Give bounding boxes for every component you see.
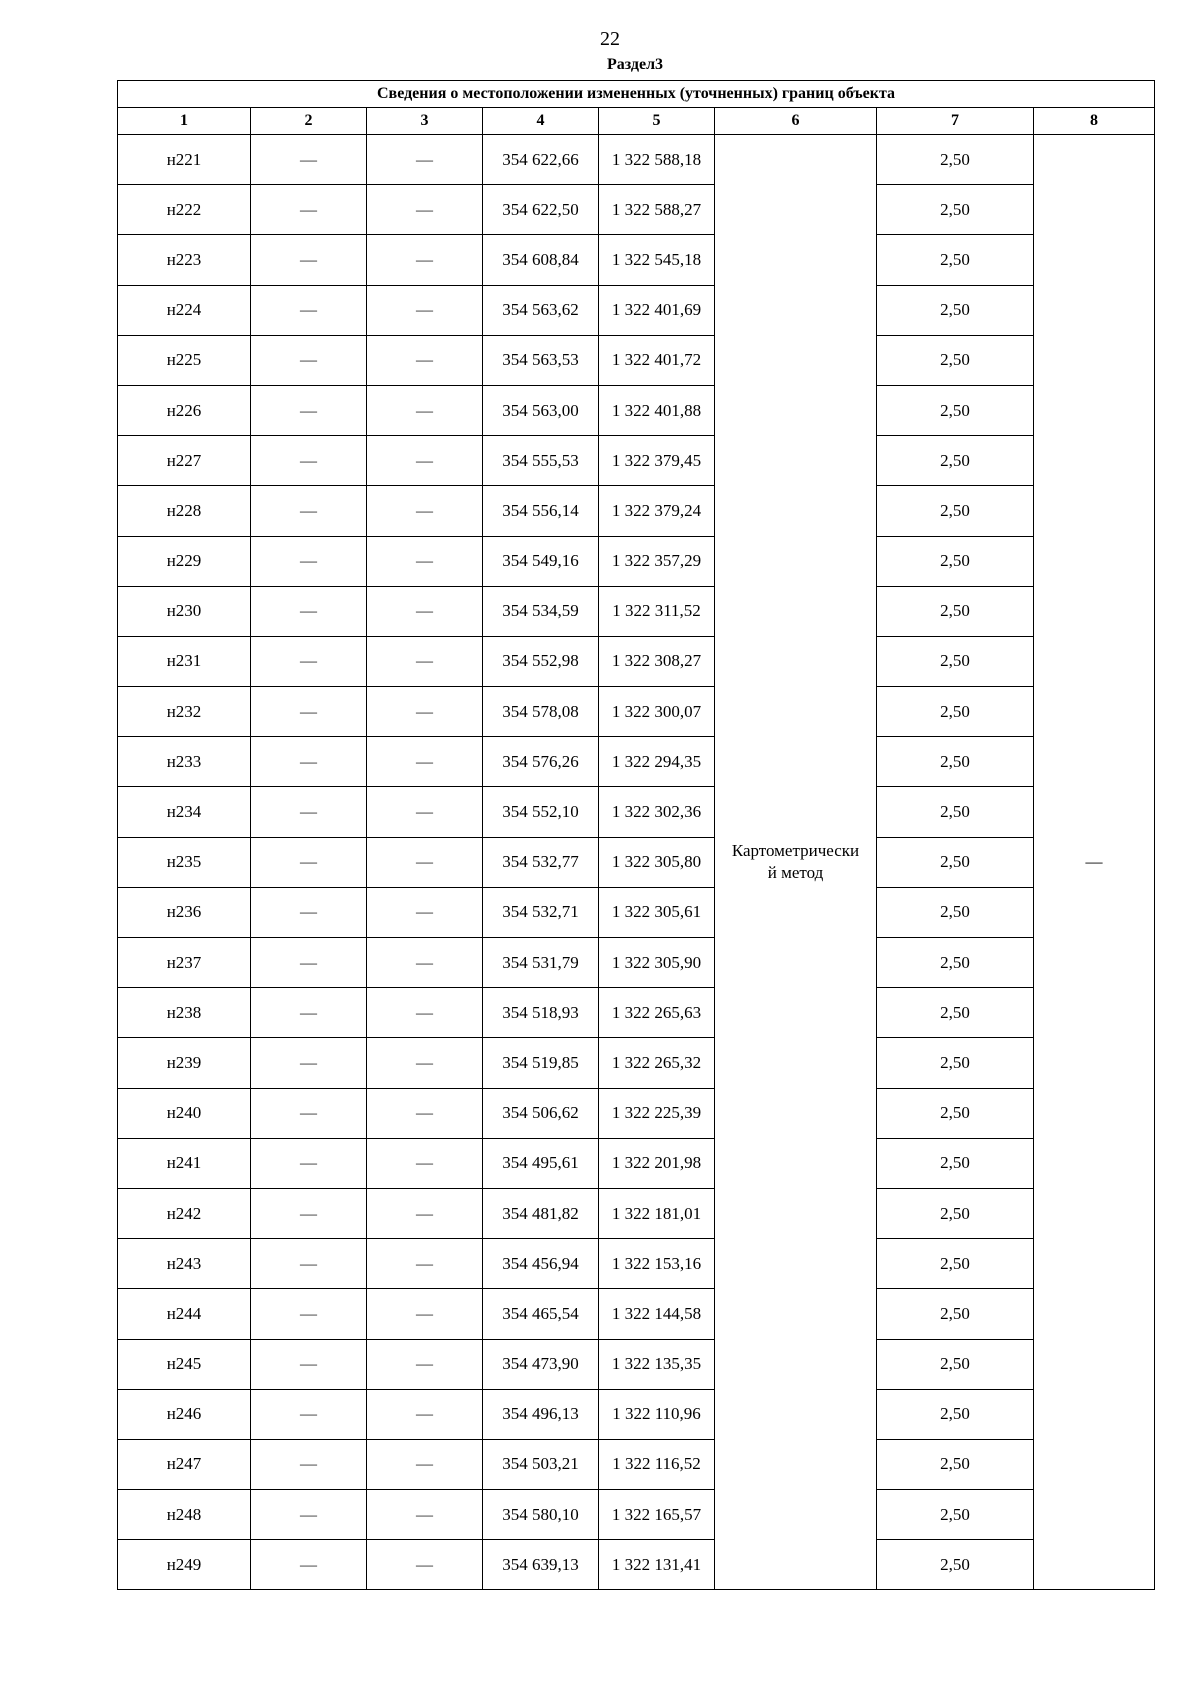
point-name-cell: н239 [118, 1038, 251, 1088]
coordinate-y-cell: 1 322 265,63 [599, 988, 715, 1038]
accuracy-cell: 2,50 [877, 1339, 1034, 1389]
column-3-cell: — [367, 536, 483, 586]
column-3-cell: — [367, 1339, 483, 1389]
coordinate-x-cell: 354 563,00 [483, 385, 599, 435]
coordinate-x-cell: 354 531,79 [483, 938, 599, 988]
table-row [118, 536, 1155, 586]
coordinate-y-cell: 1 322 305,80 [599, 837, 715, 887]
coordinate-x-cell: 354 456,94 [483, 1239, 599, 1289]
table-body [118, 135, 1155, 1590]
point-name-cell: н223 [118, 235, 251, 285]
table-row [118, 1490, 1155, 1540]
point-name-cell: н227 [118, 436, 251, 486]
column-2-cell: — [251, 1439, 367, 1489]
column-2-cell: — [251, 636, 367, 686]
coordinate-y-cell: 1 322 300,07 [599, 687, 715, 737]
coordinate-y-cell: 1 322 294,35 [599, 737, 715, 787]
accuracy-cell: 2,50 [877, 185, 1034, 235]
column-number-row [118, 108, 1155, 135]
column-3-cell: — [367, 1289, 483, 1339]
point-name-cell: н242 [118, 1188, 251, 1238]
coordinate-y-cell: 1 322 131,41 [599, 1540, 715, 1590]
point-name-cell: н221 [118, 135, 251, 185]
accuracy-cell: 2,50 [877, 135, 1034, 185]
coordinate-y-cell: 1 322 308,27 [599, 636, 715, 686]
column-2-cell: — [251, 1038, 367, 1088]
column-2-cell: — [251, 536, 367, 586]
column-2-cell: — [251, 887, 367, 937]
column-3-cell: — [367, 1239, 483, 1289]
point-name-cell: н222 [118, 185, 251, 235]
column-2-cell: — [251, 1188, 367, 1238]
column-3-cell: — [367, 385, 483, 435]
point-name-cell: н243 [118, 1239, 251, 1289]
coordinate-y-cell: 1 322 144,58 [599, 1289, 715, 1339]
table-row [118, 135, 1155, 185]
table-row [118, 687, 1155, 737]
column-3-cell: — [367, 1138, 483, 1188]
coordinate-x-cell: 354 555,53 [483, 436, 599, 486]
page-number: 22 [600, 28, 620, 50]
coordinate-x-cell: 354 473,90 [483, 1339, 599, 1389]
column-3-cell: — [367, 185, 483, 235]
column-3-cell: — [367, 1038, 483, 1088]
coordinate-y-cell: 1 322 401,72 [599, 335, 715, 385]
column-2-cell: — [251, 385, 367, 435]
coordinate-x-cell: 354 518,93 [483, 988, 599, 1038]
column-3-cell: — [367, 436, 483, 486]
column-3-cell: — [367, 285, 483, 335]
column-3-cell: — [367, 1088, 483, 1138]
coordinate-y-cell: 1 322 588,18 [599, 135, 715, 185]
table-row [118, 1540, 1155, 1590]
coordinate-x-cell: 354 556,14 [483, 486, 599, 536]
table-row [118, 737, 1155, 787]
point-name-cell: н237 [118, 938, 251, 988]
column-3-cell: — [367, 486, 483, 536]
column-3-cell: — [367, 335, 483, 385]
column-3-cell: — [367, 1439, 483, 1489]
accuracy-cell: 2,50 [877, 335, 1034, 385]
coordinate-x-cell: 354 563,53 [483, 335, 599, 385]
accuracy-cell: 2,50 [877, 737, 1034, 787]
point-name-cell: н247 [118, 1439, 251, 1489]
coordinate-y-cell: 1 322 225,39 [599, 1088, 715, 1138]
coordinate-x-cell: 354 532,71 [483, 887, 599, 937]
coordinate-y-cell: 1 322 401,88 [599, 385, 715, 435]
accuracy-cell: 2,50 [877, 1239, 1034, 1289]
method-text-line-2: й метод [767, 863, 824, 883]
point-name-cell: н235 [118, 837, 251, 887]
method-text-line-1: Картометрически [731, 841, 860, 861]
accuracy-cell: 2,50 [877, 586, 1034, 636]
coordinate-y-cell: 1 322 545,18 [599, 235, 715, 285]
accuracy-cell: 2,50 [877, 938, 1034, 988]
point-name-cell: н226 [118, 385, 251, 435]
accuracy-cell: 2,50 [877, 1490, 1034, 1540]
coordinate-y-cell: 1 322 153,16 [599, 1239, 715, 1289]
table-row [118, 787, 1155, 837]
coordinate-x-cell: 354 563,62 [483, 285, 599, 335]
coordinate-y-cell: 1 322 302,36 [599, 787, 715, 837]
coordinate-x-cell: 354 506,62 [483, 1088, 599, 1138]
point-name-cell: н225 [118, 335, 251, 385]
coordinate-x-cell: 354 481,82 [483, 1188, 599, 1238]
point-name-cell: н229 [118, 536, 251, 586]
column-3-cell: — [367, 988, 483, 1038]
boundary-coordinates-table [117, 80, 1155, 1590]
table-row [118, 1289, 1155, 1339]
point-name-cell: н244 [118, 1289, 251, 1339]
column-2-cell: — [251, 1088, 367, 1138]
accuracy-cell: 2,50 [877, 1439, 1034, 1489]
coordinate-y-cell: 1 322 379,24 [599, 486, 715, 536]
accuracy-cell: 2,50 [877, 988, 1034, 1038]
table-row [118, 837, 1155, 887]
column-8-cell: — [1034, 135, 1155, 1590]
coordinate-x-cell: 354 552,10 [483, 787, 599, 837]
column-number: 4 [483, 108, 599, 135]
column-3-cell: — [367, 636, 483, 686]
coordinate-x-cell: 354 465,54 [483, 1289, 599, 1339]
coordinate-y-cell: 1 322 265,32 [599, 1038, 715, 1088]
coordinate-x-cell: 354 578,08 [483, 687, 599, 737]
table-row [118, 185, 1155, 235]
coordinate-x-cell: 354 552,98 [483, 636, 599, 686]
column-2-cell: — [251, 235, 367, 285]
point-name-cell: н248 [118, 1490, 251, 1540]
column-2-cell: — [251, 436, 367, 486]
method-cell [715, 135, 877, 1590]
column-2-cell: — [251, 335, 367, 385]
table-row [118, 636, 1155, 686]
point-name-cell: н234 [118, 787, 251, 837]
table-row [118, 1439, 1155, 1489]
coordinate-x-cell: 354 580,10 [483, 1490, 599, 1540]
table-row [118, 235, 1155, 285]
column-3-cell: — [367, 1540, 483, 1590]
column-2-cell: — [251, 586, 367, 636]
column-3-cell: — [367, 787, 483, 837]
point-name-cell: н240 [118, 1088, 251, 1138]
accuracy-cell: 2,50 [877, 1038, 1034, 1088]
column-number: 7 [877, 108, 1034, 135]
coordinate-y-cell: 1 322 357,29 [599, 536, 715, 586]
accuracy-cell: 2,50 [877, 1289, 1034, 1339]
table-row [118, 1038, 1155, 1088]
accuracy-cell: 2,50 [877, 687, 1034, 737]
coordinate-y-cell: 1 322 305,90 [599, 938, 715, 988]
accuracy-cell: 2,50 [877, 837, 1034, 887]
coordinate-y-cell: 1 322 116,52 [599, 1439, 715, 1489]
column-2-cell: — [251, 737, 367, 787]
table-row [118, 1339, 1155, 1389]
accuracy-cell: 2,50 [877, 1540, 1034, 1590]
column-2-cell: — [251, 988, 367, 1038]
column-2-cell: — [251, 787, 367, 837]
coordinate-y-cell: 1 322 379,45 [599, 436, 715, 486]
point-name-cell: н238 [118, 988, 251, 1038]
coordinate-y-cell: 1 322 165,57 [599, 1490, 715, 1540]
table-row [118, 1088, 1155, 1138]
table-row [118, 988, 1155, 1038]
accuracy-cell: 2,50 [877, 436, 1034, 486]
accuracy-cell: 2,50 [877, 536, 1034, 586]
column-number: 6 [715, 108, 877, 135]
coordinate-x-cell: 354 639,13 [483, 1540, 599, 1590]
table-row [118, 586, 1155, 636]
accuracy-cell: 2,50 [877, 1389, 1034, 1439]
column-2-cell: — [251, 285, 367, 335]
coordinate-y-cell: 1 322 201,98 [599, 1138, 715, 1188]
coordinate-x-cell: 354 576,26 [483, 737, 599, 787]
column-number: 3 [367, 108, 483, 135]
point-name-cell: н241 [118, 1138, 251, 1188]
coordinate-y-cell: 1 322 135,35 [599, 1339, 715, 1389]
coordinate-x-cell: 354 534,59 [483, 586, 599, 636]
table-row [118, 1188, 1155, 1238]
column-2-cell: — [251, 185, 367, 235]
coordinate-y-cell: 1 322 401,69 [599, 285, 715, 335]
accuracy-cell: 2,50 [877, 1088, 1034, 1138]
point-name-cell: н245 [118, 1339, 251, 1389]
point-name-cell: н231 [118, 636, 251, 686]
coordinate-x-cell: 354 622,50 [483, 185, 599, 235]
column-3-cell: — [367, 235, 483, 285]
accuracy-cell: 2,50 [877, 385, 1034, 435]
table-row [118, 436, 1155, 486]
column-2-cell: — [251, 1389, 367, 1439]
column-2-cell: — [251, 1540, 367, 1590]
point-name-cell: н232 [118, 687, 251, 737]
table-row [118, 938, 1155, 988]
point-name-cell: н236 [118, 887, 251, 937]
table-row [118, 1138, 1155, 1188]
point-name-cell: н249 [118, 1540, 251, 1590]
column-2-cell: — [251, 1289, 367, 1339]
table-row [118, 335, 1155, 385]
point-name-cell: н224 [118, 285, 251, 335]
coordinate-x-cell: 354 496,13 [483, 1389, 599, 1439]
column-number: 2 [251, 108, 367, 135]
column-3-cell: — [367, 887, 483, 937]
column-3-cell: — [367, 1389, 483, 1439]
table-row [118, 887, 1155, 937]
column-3-cell: — [367, 837, 483, 887]
accuracy-cell: 2,50 [877, 787, 1034, 837]
column-2-cell: — [251, 1239, 367, 1289]
column-2-cell: — [251, 837, 367, 887]
accuracy-cell: 2,50 [877, 486, 1034, 536]
accuracy-cell: 2,50 [877, 636, 1034, 686]
table-row [118, 486, 1155, 536]
column-3-cell: — [367, 1490, 483, 1540]
coordinate-x-cell: 354 622,66 [483, 135, 599, 185]
table-row [118, 1389, 1155, 1439]
point-name-cell: н246 [118, 1389, 251, 1439]
column-3-cell: — [367, 1188, 483, 1238]
table-row [118, 285, 1155, 335]
column-3-cell: — [367, 938, 483, 988]
coordinate-y-cell: 1 322 588,27 [599, 185, 715, 235]
table-row [118, 385, 1155, 435]
column-2-cell: — [251, 135, 367, 185]
coordinate-y-cell: 1 322 311,52 [599, 586, 715, 636]
section-title: Раздел3 [606, 56, 664, 73]
column-2-cell: — [251, 938, 367, 988]
accuracy-cell: 2,50 [877, 1188, 1034, 1238]
column-2-cell: — [251, 1339, 367, 1389]
coordinate-x-cell: 354 608,84 [483, 235, 599, 285]
coordinate-x-cell: 354 532,77 [483, 837, 599, 887]
table-caption: Сведения о местоположении измененных (уточненных) границ объекта [118, 81, 1155, 108]
column-2-cell: — [251, 486, 367, 536]
point-name-cell: н228 [118, 486, 251, 536]
coordinate-x-cell: 354 519,85 [483, 1038, 599, 1088]
coordinate-x-cell: 354 503,21 [483, 1439, 599, 1489]
accuracy-cell: 2,50 [877, 235, 1034, 285]
column-3-cell: — [367, 135, 483, 185]
column-3-cell: — [367, 586, 483, 636]
point-name-cell: н233 [118, 737, 251, 787]
column-number: 8 [1034, 108, 1155, 135]
table-row [118, 1239, 1155, 1289]
point-name-cell: н230 [118, 586, 251, 636]
column-3-cell: — [367, 737, 483, 787]
accuracy-cell: 2,50 [877, 285, 1034, 335]
accuracy-cell: 2,50 [877, 887, 1034, 937]
coordinate-x-cell: 354 549,16 [483, 536, 599, 586]
column-number: 1 [118, 108, 251, 135]
coordinate-y-cell: 1 322 181,01 [599, 1188, 715, 1238]
column-2-cell: — [251, 687, 367, 737]
coordinate-x-cell: 354 495,61 [483, 1138, 599, 1188]
column-2-cell: — [251, 1138, 367, 1188]
accuracy-cell: 2,50 [877, 1138, 1034, 1188]
coordinate-y-cell: 1 322 110,96 [599, 1389, 715, 1439]
column-2-cell: — [251, 1490, 367, 1540]
coordinate-y-cell: 1 322 305,61 [599, 887, 715, 937]
column-number: 5 [599, 108, 715, 135]
column-3-cell: — [367, 687, 483, 737]
